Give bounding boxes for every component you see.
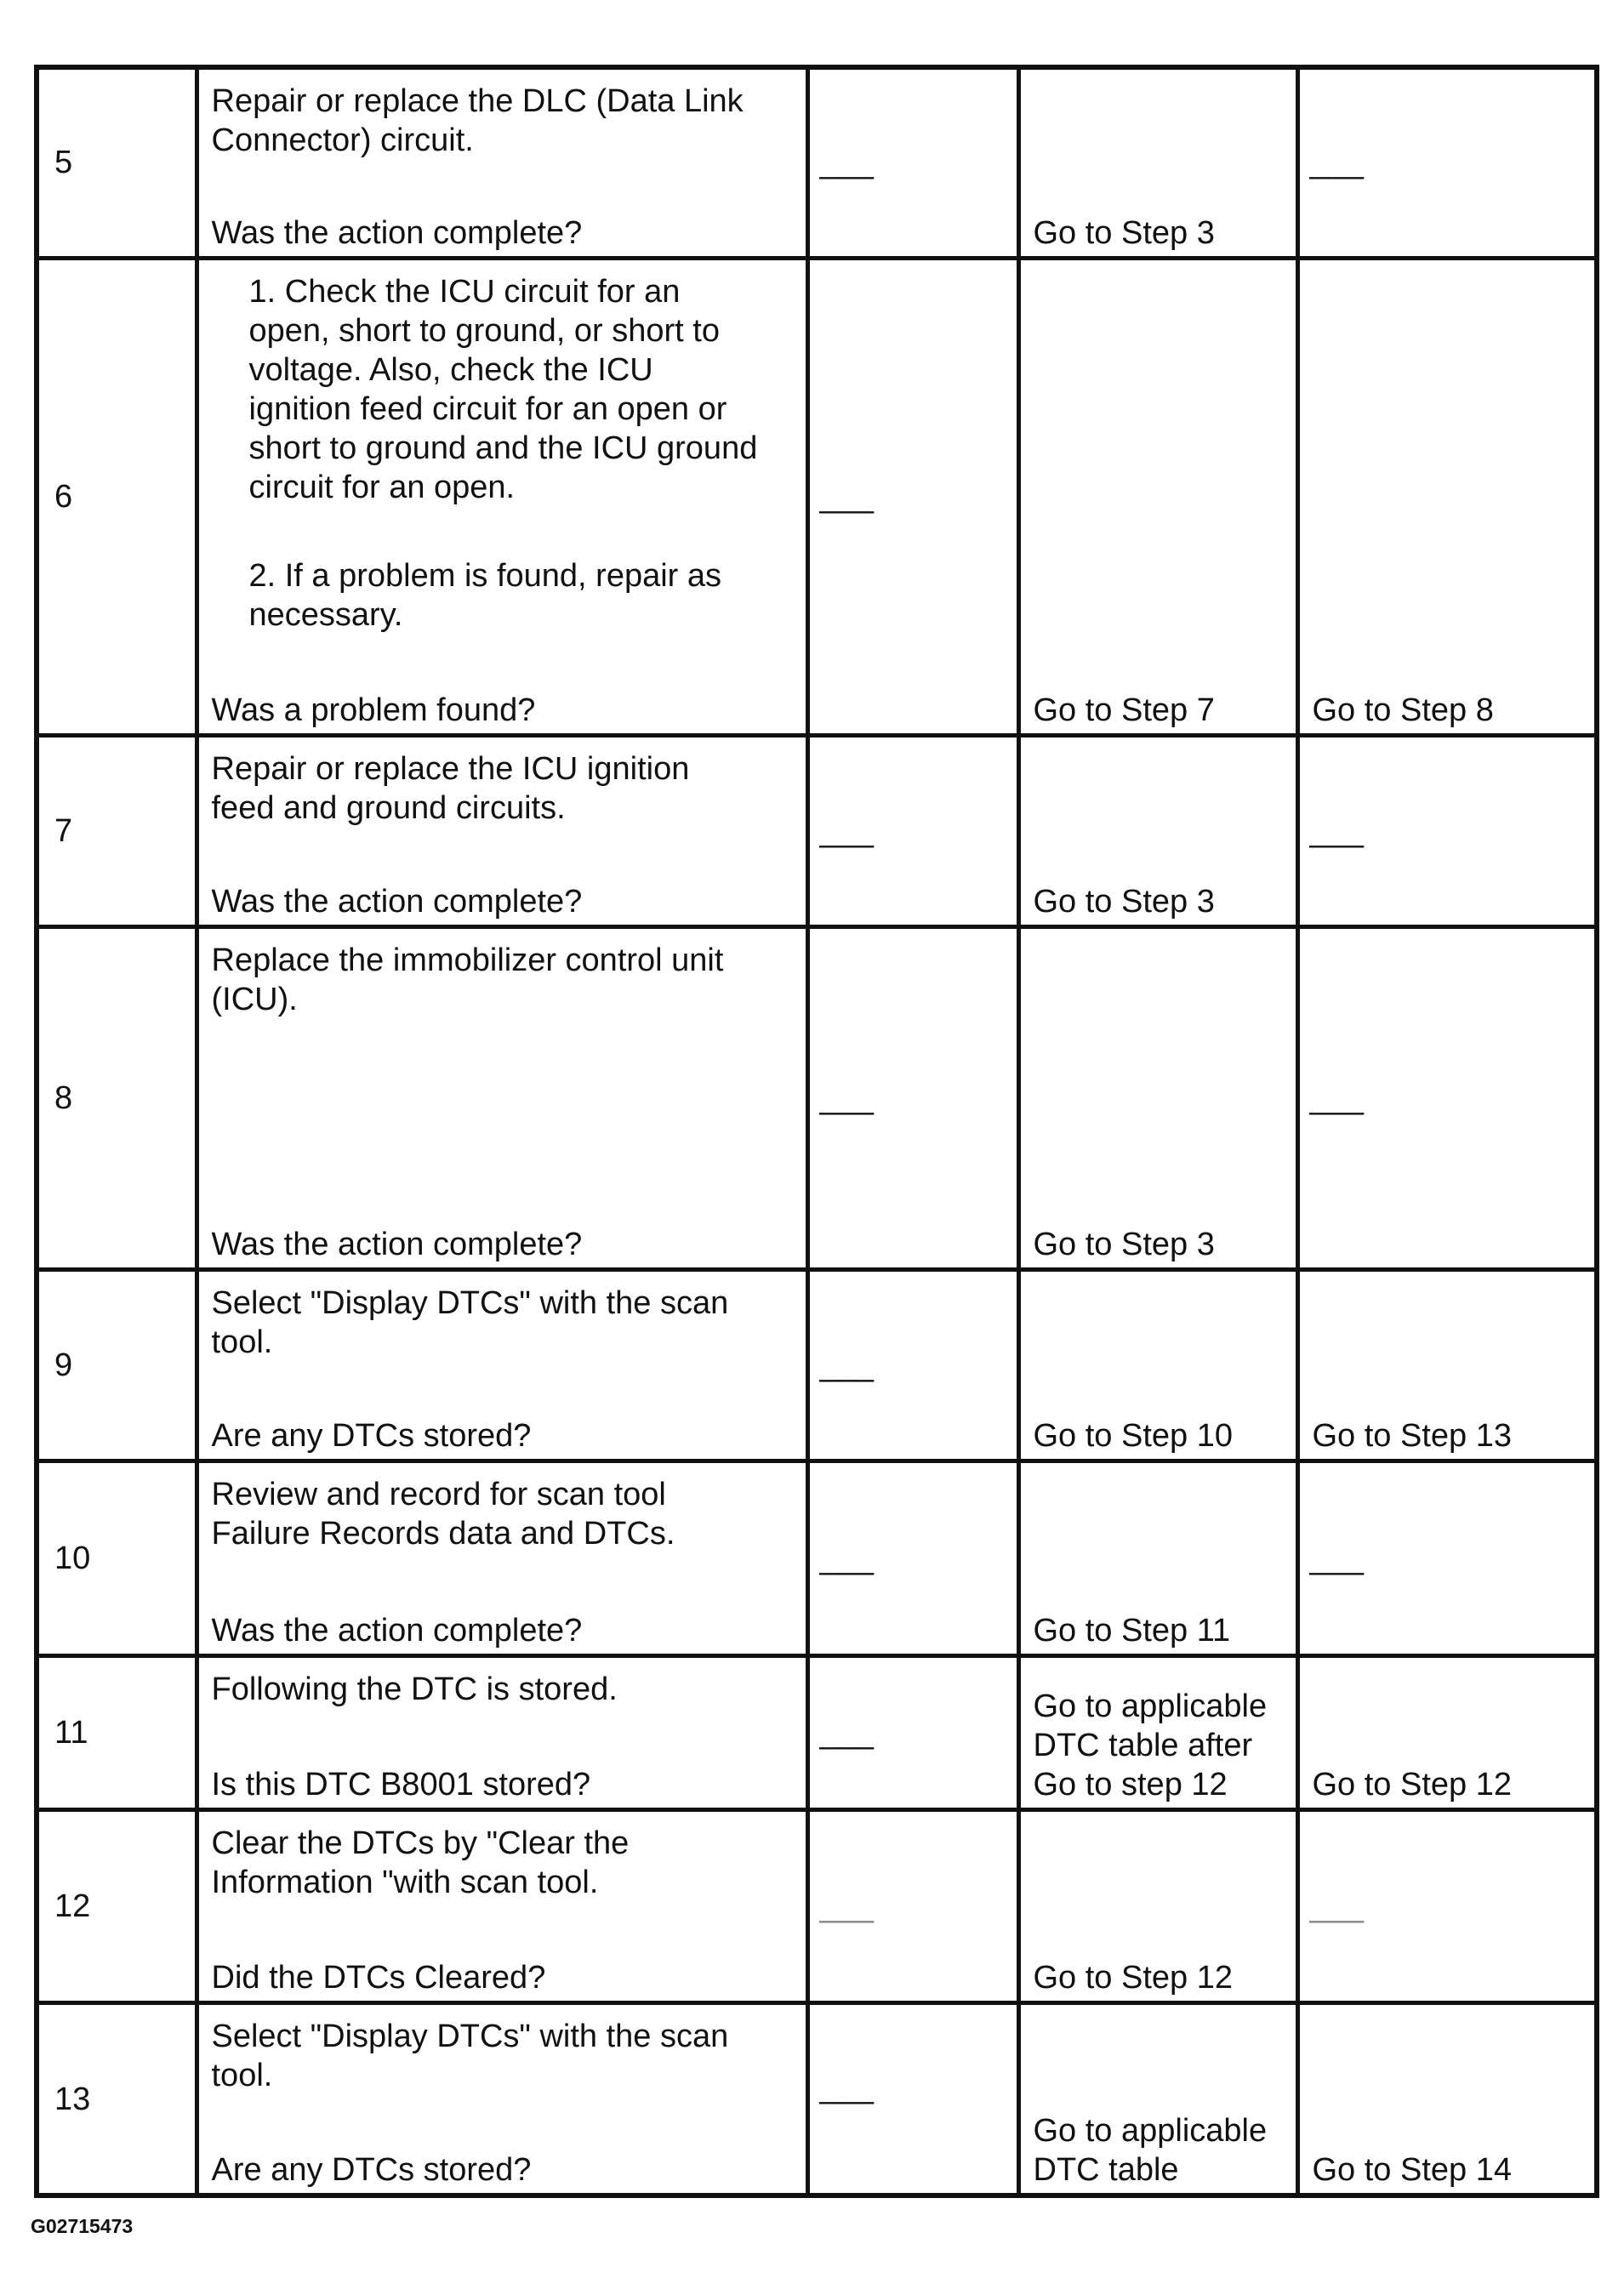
- question-text: Was the action complete?: [211, 1227, 583, 1263]
- step-number: 13: [54, 2081, 91, 2117]
- value-cell: [807, 258, 1018, 735]
- question-text: Are any DTCs stored?: [211, 2152, 532, 2188]
- no-text: Go to Step 13: [1312, 1418, 1512, 1455]
- yes-cell: [1018, 67, 1297, 258]
- yes-cell: [1018, 735, 1297, 926]
- yes-cell: [1018, 1270, 1297, 1461]
- yes-text: Go to applicable DTC table: [1033, 2113, 1268, 2188]
- action-cell: [197, 735, 807, 926]
- yes-text: Go to Step 3: [1033, 883, 1215, 920]
- yes-cell: [1018, 258, 1297, 735]
- table-row: [37, 1461, 1597, 1656]
- value-cell: [807, 1461, 1018, 1656]
- value-cell: [807, 2003, 1018, 2195]
- yes-text: Go to Step 12: [1033, 1960, 1233, 1996]
- no-cell: [1297, 2003, 1597, 2195]
- table-row: [37, 735, 1597, 926]
- table-row: [37, 1810, 1597, 2003]
- value-text: ___: [819, 478, 874, 515]
- no-text: ___: [1309, 145, 1364, 181]
- table-row: [37, 1656, 1597, 1810]
- value-text: ___: [819, 1888, 874, 1925]
- step-cell: [37, 735, 197, 926]
- no-text: Go to Step 8: [1312, 692, 1494, 728]
- no-cell: [1297, 67, 1597, 258]
- step-cell: [37, 1270, 197, 1461]
- no-text: Go to Step 12: [1312, 1767, 1512, 1803]
- question-text: Was the action complete?: [211, 214, 583, 251]
- question-text: Was a problem found?: [211, 692, 536, 728]
- value-text: ___: [819, 1079, 874, 1116]
- value-cell: [807, 926, 1018, 1269]
- no-cell: [1297, 1810, 1597, 2003]
- yes-cell: [1018, 2003, 1297, 2195]
- no-text: ___: [1309, 1540, 1364, 1577]
- yes-text: Go to applicable DTC table after Go to step 12: [1033, 1689, 1268, 1803]
- question-text: Was the action complete?: [211, 883, 583, 920]
- step-cell: [37, 1656, 197, 1810]
- no-cell: [1297, 1461, 1597, 1656]
- table-row: [37, 926, 1597, 1269]
- action-text: Replace the immobilizer control unit (ICU).: [211, 942, 724, 1017]
- question-text: Is this DTC B8001 stored?: [211, 1767, 591, 1803]
- table-row: [37, 1270, 1597, 1461]
- value-text: ___: [819, 2070, 874, 2106]
- table-row: [37, 67, 1597, 258]
- question-text: Was the action complete?: [211, 1613, 583, 1649]
- step-cell: [37, 2003, 197, 2195]
- step-cell: [37, 1461, 197, 1656]
- action-text: Clear the DTCs by "Clear the Information "with scan tool.: [211, 1825, 630, 1901]
- action-cell: [197, 1270, 807, 1461]
- no-cell: [1297, 1656, 1597, 1810]
- question-text: Are any DTCs stored?: [211, 1418, 532, 1455]
- no-text: ___: [1309, 812, 1364, 849]
- action-cell: [197, 1656, 807, 1810]
- action-text: Repair or replace the ICU ignition feed and ground circuits.: [211, 750, 690, 826]
- yes-cell: [1018, 1461, 1297, 1656]
- step-number: 11: [54, 1715, 88, 1751]
- value-text: ___: [819, 145, 874, 181]
- table-row: [37, 2003, 1597, 2195]
- value-cell: [807, 1656, 1018, 1810]
- yes-cell: [1018, 926, 1297, 1269]
- step-number: 12: [54, 1888, 91, 1925]
- action-cell: [197, 67, 807, 258]
- action-text: Review and record for scan tool Failure Records data and DTCs.: [211, 1477, 675, 1552]
- value-text: ___: [819, 1347, 874, 1384]
- figure-id: G02715473: [31, 2215, 134, 2237]
- no-cell: [1297, 258, 1597, 735]
- yes-text: Go to Step 10: [1033, 1418, 1233, 1455]
- no-text: ___: [1309, 1079, 1364, 1116]
- no-cell: [1297, 1270, 1597, 1461]
- step-cell: [37, 1810, 197, 2003]
- no-text: Go to Step 14: [1312, 2152, 1512, 2188]
- table-row: [37, 258, 1597, 735]
- step-number: 8: [54, 1079, 73, 1116]
- step-number: 10: [54, 1540, 91, 1577]
- yes-text: Go to Step 11: [1033, 1613, 1231, 1649]
- action-cell: [197, 2003, 807, 2195]
- step-number: 5: [54, 145, 73, 181]
- value-text: ___: [819, 1540, 874, 1577]
- step-cell: [37, 67, 197, 258]
- step-cell: [37, 926, 197, 1269]
- yes-text: Go to Step 3: [1033, 214, 1215, 251]
- action-cell: [197, 926, 807, 1269]
- diagnostic-table: [34, 65, 1599, 2198]
- action-text: Select "Display DTCs" with the scan tool.: [211, 2019, 729, 2094]
- yes-text: Go to Step 7: [1033, 692, 1215, 728]
- no-cell: [1297, 735, 1597, 926]
- value-cell: [807, 1810, 1018, 2003]
- no-cell: [1297, 926, 1597, 1269]
- step-number: 9: [54, 1347, 73, 1384]
- value-text: ___: [819, 1715, 874, 1751]
- action-cell: [197, 1810, 807, 2003]
- action-cell: [197, 258, 807, 735]
- yes-cell: [1018, 1656, 1297, 1810]
- step-number: 7: [54, 812, 73, 849]
- action-cell: [197, 1461, 807, 1656]
- value-text: ___: [819, 812, 874, 849]
- action-text: Repair or replace the DLC (Data Link Connector) circuit.: [211, 83, 744, 158]
- step-cell: [37, 258, 197, 735]
- action-text: Following the DTC is stored.: [211, 1671, 618, 1708]
- action-text: Select "Display DTCs" with the scan tool.: [211, 1285, 729, 1361]
- value-cell: [807, 735, 1018, 926]
- yes-cell: [1018, 1810, 1297, 2003]
- step-number: 6: [54, 478, 73, 515]
- action-item: 1. Check the ICU circuit for an open, short to ground, or short to voltage. Also, check the ICU ignition feed circuit for an open or short to ground and the ICU ground circuit for an open.: [248, 273, 758, 505]
- no-text: ___: [1309, 1888, 1364, 1925]
- yes-text: Go to Step 3: [1033, 1227, 1215, 1263]
- question-text: Did the DTCs Cleared?: [211, 1960, 546, 1996]
- value-cell: [807, 67, 1018, 258]
- action-list: [212, 272, 797, 635]
- value-cell: [807, 1270, 1018, 1461]
- action-item: 2. If a problem is found, repair as necessary.: [248, 557, 722, 633]
